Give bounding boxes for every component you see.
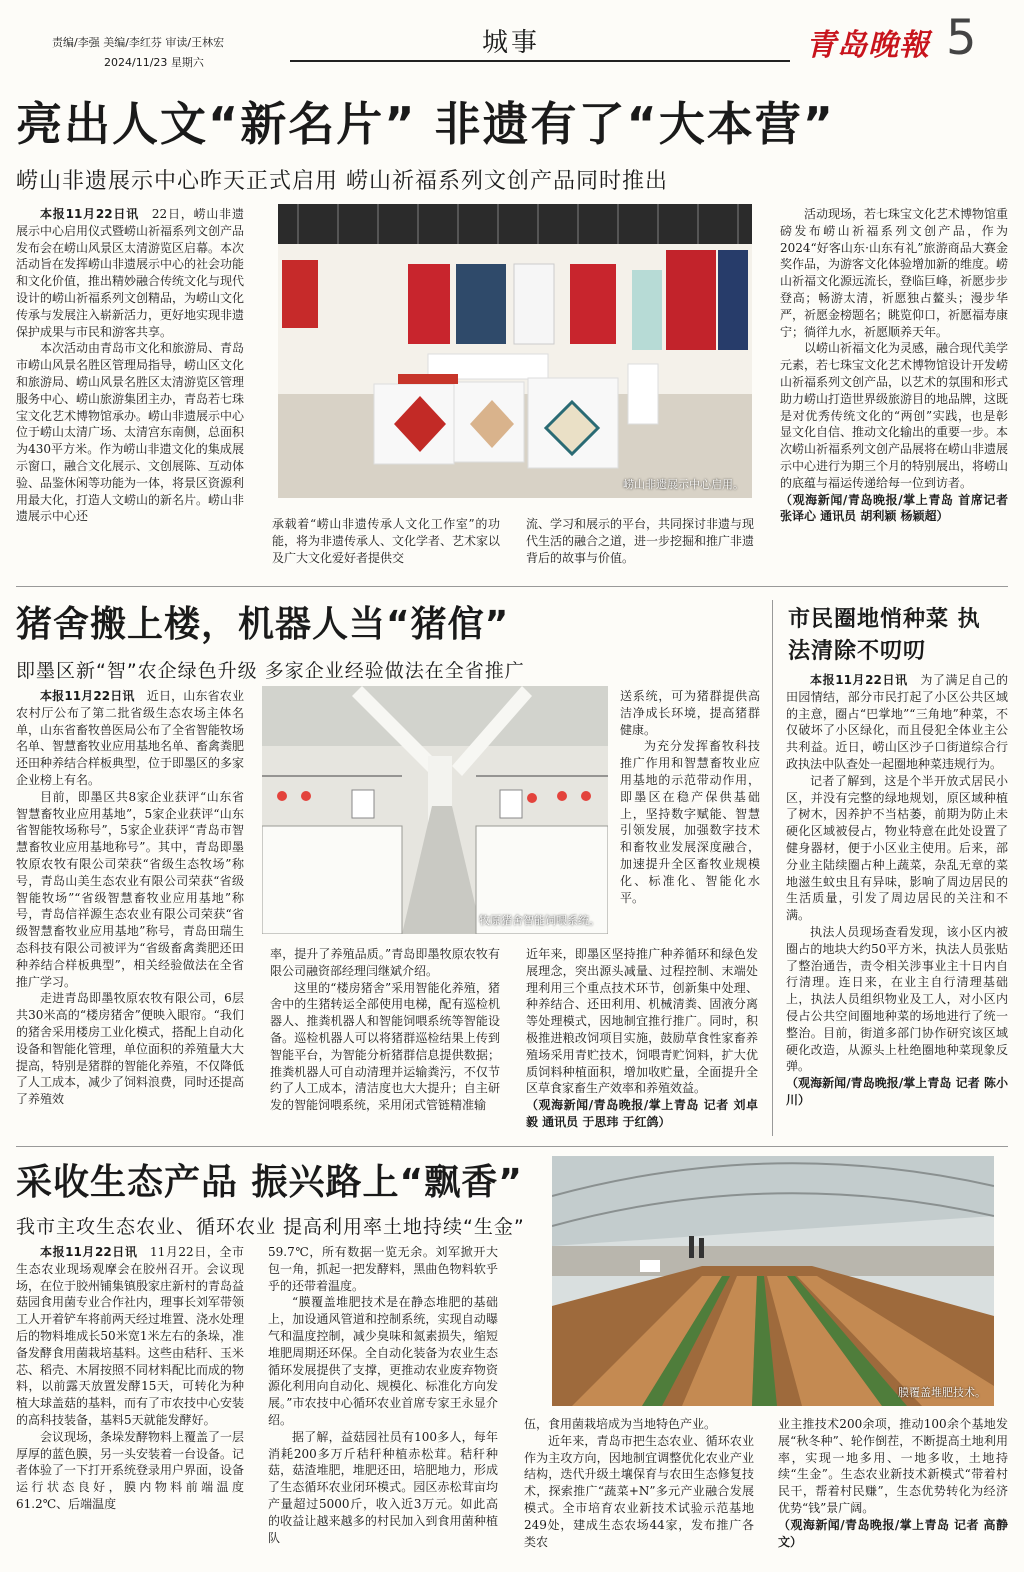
article3-p3: 执法人员现场查看发现，该小区内被圈占的地块大约50平方米，执法人员张贴了整治通告，责令相关涉事业主十日内自行清理。连日来，在业主自行清理基础上，执法人员组织物业及工人，对小区内侵占公共空间圈地种菜的场地进行了统一整治。目前，街道多部门协作研究该区域硬化改造，从源头上杜绝圈地种菜现象反弹。 [786, 924, 1008, 1074]
article3-p2: 记者了解到，这是个半开放式居民小区，并没有完整的绿地规划，原区域种植了树木，因养护不当枯萎，前期为防止未硬化区域被侵占，物业特意在此处设置了健身器材，便于小区业主使用。后来，部分业主陆续圈占种上蔬菜，杂乱无章的菜地滋生蚊虫且有异味，影响了周边居民的生活质量，引发了周边居民的关注和不满。 [786, 773, 1008, 923]
page-number: 5 [946, 10, 977, 66]
article1-photo [278, 204, 752, 498]
exhibition-hall-image [278, 204, 752, 498]
article2-p3: 走进青岛即墨牧原农牧有限公司，6层共30米高的“楼房猪舍”便映入眼帘。“我们的猪舍采用楼房工业化模式，搭配上自动化设备和智能化管理，单位面积的养殖量大大提高，特别是猪群的智能化养殖，不仅降低了人工成本，减少了饲料浪费，同时还提高了养殖效 [16, 991, 244, 1107]
article1-credit: （观海新闻/青岛晚报/掌上青岛 首席记者 张译心 通讯员 胡利颖 杨颖超） [780, 492, 1008, 524]
article2-col2 [270, 946, 500, 1136]
article1-p2: 本次活动由青岛市文化和旅游局、青岛市崂山风景名胜区管理局指导，崂山区文化和旅游局、崂山风景名胜区太清游览区管理服务中心、崂山旅游集团主办，青岛若七珠宝文化艺术博物馆承办。崂山非遗展示中心位于崂山太清广场、太清宫东南侧，总面积为430平方米。作为崂山非遗文化的集成展示窗口，融合文化展示、文创展陈、互动体验、品鉴休闲等功能为一体，将景区资源利用最大化，打造人文崂山的新名片。崂山非遗展示中心还 [16, 341, 244, 524]
divider-2 [16, 1146, 1008, 1147]
article4-p6: 伍，食用菌栽培成为当地特色产业。 [524, 1417, 717, 1431]
article1-p3: 承载着“崂山非遗传承人文化工作室”的功能，将为非遗传承人、文化学者、艺术家以及广大文化爱好者提供交 [272, 517, 500, 565]
article1-p1: 22日，崂山非遗展示中心启用仪式暨崂山祈福系列文创产品发布会在崂山风景区太清游览区启幕。本次活动旨在发挥崂山非遗展示中心的社会功能和文化价值，推出精妙融合传统文化与现代设计的崂山祈福系列文创精品，为崂山文化传承与发展注入崭新活力，更好地实现非遗保护成果与市民和游客共享。 [16, 207, 244, 339]
article4-p2: 会议现场，条垛发酵物料上覆盖了一层厚厚的蓝色膜，另一头安装着一台设备。记者体验了一下打开系统登录用户界面，设备运行状态良好，膜内物料前端温度61.2℃、后端温度 [16, 1429, 244, 1511]
article1-p5: 活动现场，若七珠宝文化艺术博物馆重磅发布崂山祈福系列文创产品，作为2024“好客山东·山东有礼”旅游商品大赛金奖作品，为游客文化体验增加新的维度。崂山祈福文化源远流长，登临巨峰，祈愿步步登高；畅游太清，祈愿独占鳌头；漫步华严，祈愿金榜题名；眺览仰口，祈愿福寿康宁；徜徉九水，祈愿顺养天年。 [780, 207, 1008, 339]
column-divider [772, 600, 773, 1136]
article4-p4: “膜覆盖堆肥技术是在静态堆肥的基础上，加设通风管道和控制系统，实现自动曝气和温度控制，减少臭味和氮素损失，缩短堆肥周期还环保。全自动化装备为农业生态循环发展提供了支撑，更推动农业废弃物资源化利用向自动化、规模化、标准化方向发展。”市农技中心循环农业首席专家王永显介绍。 [268, 1295, 498, 1427]
article4-p3: 59.7℃，所有数据一览无余。刘军掀开大包一角，抓起一把发酵料，黑曲色物料软乎乎的还带着温度。 [268, 1245, 498, 1293]
article2-p1: 近日，山东省农业农村厅公布了第二批省级生态农场主体名单，山东省畜牧兽医局公布了全省智能牧场名单、智慧畜牧业应用基地名单、畜禽粪肥还田种养结合样板典型，位于即墨区的多家企业榜上有名。 [16, 689, 244, 787]
article1-dateline: 本报11月22日讯 [40, 207, 140, 221]
article2-title: 猪舍搬上楼，机器人当“猪倌” [16, 604, 510, 645]
article4-dateline: 本报11月22日讯 [40, 1245, 138, 1259]
article4-p8: 业主推技术200余项，推动100余个基地发展“秋冬种”、轮作倒茬，不断提高土地利用率，实现一地多用、一地多收，土地持续“生金”。生态农业新技术新模式“带着村民干，帮着村民赚”，生态优势转化为经济优势“钱”景广阔。 [778, 1417, 1008, 1515]
header-date: 2024/11/23 星期六 [104, 56, 204, 69]
article3-p1: 为了满足自己的田园情结，部分市民打起了小区公共区域的主意，圈占“巴掌地”“三角地”种菜，不仅破坏了小区绿化，而且侵犯全体业主公共利益。近日，崂山区沙子口街道综合行政执法中队查处一起圈地种菜违规行为。 [786, 673, 1008, 771]
article2-dateline: 本报11月22日讯 [40, 689, 135, 703]
greenhouse-image [552, 1156, 994, 1406]
article2-col1 [16, 688, 244, 1136]
article3-credit: （观海新闻/青岛晚报/掌上青岛 记者 陈小川） [786, 1076, 1008, 1107]
article4-col3 [524, 1416, 754, 1562]
article4-credit: （观海新闻/青岛晚报/掌上青岛 记者 高静文） [778, 1517, 1008, 1549]
article4-col1 [16, 1244, 244, 1562]
article4-title: 采收生态产品 振兴路上“飘香” [16, 1162, 523, 1203]
article1-title: 亮出人文“新名片” 非遗有了“大本营” [16, 97, 835, 151]
article1-p6: 以崂山祈福文化为灵感，融合现代美学元素，若七珠宝文化艺术博物馆设计开发崂山祈福系列文创产品，以艺术的氛围和形式助力崂山打造世界级旅游目的地品牌，这既是对优秀传统文化的“两创”实践，也是彰显文化自信、推动文化输出的重要一步。本次崂山祈福系列文创产品展将在崂山非遗展示中心进行为期三个月的特别展出，将崂山的底蕴与福运传递给每一位到访者。 [780, 341, 1008, 490]
article1-col2 [272, 516, 500, 568]
article1-col3 [526, 516, 754, 568]
article1-p4: 流、学习和展示的平台，共同探讨非遗与现代生活的融合之道，进一步挖掘和推广非遗背后的故事与价值。 [526, 517, 754, 565]
article3-body [786, 672, 1008, 1136]
article4-p1: 11月22日，全市生态农业现场观摩会在胶州召开。会议现场，在位于胶州铺集镇殷家庄新村的青岛益菇园食用菌专业合作社内，理事长刘军带领工人开着铲车将前两天经过堆置、浇水处理后的物料堆成长50米宽1米左右的条垛，准备发酵食用菌栽培基料。这些由秸秆、玉米芯、稻壳、木屑按照不同材料配比而成的物料，以前露天放置发酵15天，可转化为种植大球盖菇的基料，而有了市农技中心安装的高科技装备，基料5天就能发酵好。 [16, 1245, 244, 1427]
article2-subtitle: 即墨区新“智”农企绿色升级 多家企业经验做法在全省推广 [16, 660, 525, 682]
article4-p7: 近年来，青岛市把生态农业、循环农业作为主攻方向，因地制宜调整优化农业产业结构，迭代升级土壤保育与农田生态修复技术，探索推广“蔬菜+N”多元产业融合发展模式。全市培育农业新技术试验示范基地249处，建成生态农场44家，发布推广各类农 [524, 1433, 754, 1549]
header-rule [290, 60, 790, 62]
article4-photo [552, 1156, 994, 1406]
article1-col4 [780, 206, 1008, 574]
article2-p5: 这里的“楼房猪舍”采用智能化养殖，猪舍中的生猪转运全部使用电梯，配有巡检机器人、推粪机器人和智能饲喂系统等智能设备。巡检机器人可以将猪群巡检结果上传到智能平台，为智能分析猪群信息提供数据；推粪机器人可自动清理并运输粪污，不仅节约了人工成本，清洁度也大大提升；自主研发的智能饲喂系统，采用闭式管链精准输 [270, 980, 500, 1113]
header-editors: 责编/李强 美编/李红芬 审读/王林宏 [52, 36, 225, 49]
article2-col3-bottom [526, 946, 758, 1136]
article1-photo-caption: 崂山非遗展示中心启用。 [623, 478, 744, 491]
article4-p5: 据了解，益菇园社员有100多人，每年消耗200多万斤秸秆种植赤松茸。秸秆种菇，菇渣堆肥，堆肥还田，培肥地力，形成了生态循环农业闭环模式。园区赤松茸亩均产量超过5000斤，收入近3万元。如此高的收益让越来越多的村民加入到食用菌种植队 [268, 1429, 498, 1545]
article2-p6: 送系统，可为猪群提供高洁净成长环境，提高猪群健康。 [620, 689, 760, 737]
article1-col1 [16, 206, 244, 572]
article2-p7: 为充分发挥畜牧科技推广作用和智慧畜牧业应用基地的示范带动作用，即墨区在稳产保供基础上，坚持数字赋能、智慧引领发展，加强数字技术和畜牧业发展深度融合，加速提升全区畜牧业规模化、标准化、智能化水平。 [620, 739, 760, 905]
divider-1 [16, 586, 1008, 587]
article3-title: 市民圈地悄种菜 执法清除不叨叨 [788, 607, 981, 664]
article2-p8-cont: 近年来，即墨区坚持推广种养循环和绿色发展理念，突出源头减量、过程控制、末端处理利用三个重点技术环节，创新集中处理、种养结合、还田利用、机械清粪、固液分离等处理模式，因地制宜推行推广。同时，积极推进粮改饲项目实施，鼓励草食性家畜养殖场采用青贮技术，饲喂青贮饲料，扩大优质饲料种植面积，增加收贮量，全面提升全区草食家畜生产效率和养殖效益。 [526, 947, 758, 1096]
section-title: 城事 [482, 28, 541, 58]
masthead-logo: 青岛晚報 [806, 28, 930, 63]
article2-p4: 率，提升了养殖品质。”青岛即墨牧原农牧有限公司融资部经理闫继斌介绍。 [270, 947, 500, 978]
article2-photo-caption: 牧原猪舍智能饲喂系统。 [479, 914, 600, 927]
article4-subtitle: 我市主攻生态农业、循环农业 提高利用率土地持续“生金” [16, 1216, 525, 1238]
article4-col2 [268, 1244, 498, 1562]
article3-dateline: 本报11月22日讯 [810, 673, 908, 687]
article2-credit: （观海新闻/青岛晚报/掌上青岛 记者 刘卓毅 通讯员 于思玮 于红鸽） [526, 1098, 758, 1129]
article2-p2: 目前，即墨区共8家企业获评“山东省智慧畜牧业应用基地”，5家企业获评“山东省智能牧场称号”，5家企业获评“青岛市智慧畜牧业应用基地称号”。其中，青岛即墨牧原农牧有限公司荣获“省级生态牧场”称号，青岛山美生态农业有限公司荣获“省级智能牧场”“省级智慧畜牧业应用基地”称号，青岛信祥源生态农业有限公司荣获“省级智慧畜牧业应用基地”称号，青岛田瑞生态科技有限公司被评为“省级畜禽粪肥还田种养结合样板典型”，相关经验做法在全省推广学习。 [16, 789, 244, 989]
article1-subtitle: 崂山非遗展示中心昨天正式启用 崂山祈福系列文创产品同时推出 [16, 169, 668, 194]
article4-col4 [778, 1416, 1008, 1562]
article4-photo-caption: 膜覆盖堆肥技术。 [898, 1386, 986, 1399]
